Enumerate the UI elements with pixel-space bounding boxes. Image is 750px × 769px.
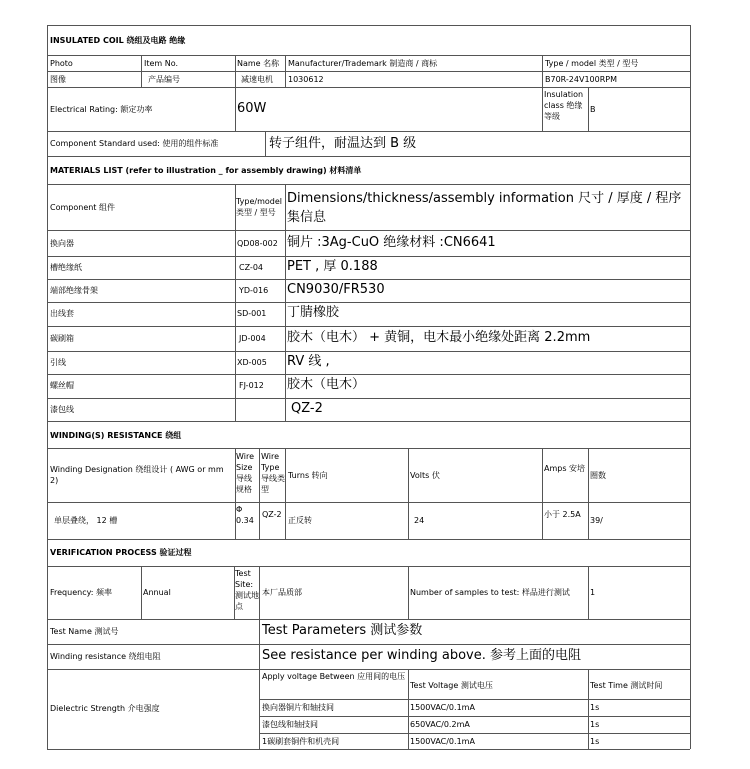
col-wire-size: Wire Size 导线规格	[236, 452, 254, 494]
rule	[47, 230, 690, 231]
col-turns: Turns 转向	[288, 471, 328, 480]
dielectric-voltage: 1500VAC/0.1mA	[410, 737, 475, 746]
dielectric-label: Dielectric Strength 介电强度	[50, 704, 160, 713]
materials-section-title: MATERIALS LIST (refer to illustration _ for assembly drawing) 材料清单	[50, 166, 362, 175]
rule	[47, 326, 690, 327]
winding-wire-type: QZ-2	[262, 510, 282, 519]
rule	[47, 131, 690, 132]
col-type: Type/model 类型 / 型号	[236, 197, 282, 217]
rule	[47, 25, 690, 26]
material-component: 引线	[50, 358, 66, 367]
material-component: 碳刷箱	[50, 334, 74, 343]
dielectric-time: 1s	[590, 720, 600, 729]
winding-turns: 正反转	[288, 516, 312, 525]
rule	[588, 87, 589, 131]
rule	[588, 566, 589, 619]
frequency-label: Frequency: 频率	[50, 588, 112, 597]
rule	[265, 131, 266, 156]
type-label: Type / model 类型 / 型号	[545, 59, 639, 68]
material-type: CZ-04	[239, 263, 263, 272]
rule	[47, 71, 690, 72]
rule	[690, 25, 691, 749]
rule	[47, 539, 690, 540]
winding-volts: 24	[414, 516, 425, 525]
rating-label: Electrical Rating: 额定功率	[50, 105, 153, 114]
material-info: 丁腈橡胶	[287, 305, 340, 320]
rule	[47, 25, 48, 749]
col-test-voltage: Test Voltage 测试电压	[410, 681, 493, 690]
col-volts: Volts 伏	[410, 471, 440, 480]
material-info: QZ-2	[291, 401, 323, 416]
winding-designation: 单层叠绕， 12 槽	[54, 516, 118, 525]
manufacturer-value: 1030612	[288, 75, 324, 84]
dielectric-voltage: 650VAC/0.2mA	[410, 720, 470, 729]
dielectric-voltage: 1500VAC/0.1mA	[410, 703, 475, 712]
samples-value: 1	[590, 588, 596, 597]
manufacturer-label: Manufacturer/Trademark 制造商 / 商标	[288, 59, 438, 68]
rule	[285, 448, 286, 539]
insulation-value: B	[590, 105, 596, 114]
rule	[47, 256, 690, 257]
rule	[47, 184, 690, 185]
material-component: 出线套	[50, 309, 74, 318]
rule	[141, 566, 142, 619]
frequency-value: Annual	[143, 588, 171, 597]
test-site-value: 本厂品质部	[262, 588, 302, 597]
material-type: XD-005	[237, 358, 267, 367]
samples-label: Number of samples to test: 样品进行测试	[410, 588, 570, 597]
col-dimensions: Dimensions/thickness/assembly information 尺寸 / 厚度 / 程序集信息	[287, 191, 682, 225]
rule	[47, 351, 690, 352]
dielectric-time: 1s	[590, 737, 600, 746]
test-params-label: Test Parameters 测试参数	[262, 623, 423, 638]
material-component: 换向器	[50, 239, 74, 248]
rule	[47, 279, 690, 280]
rule	[259, 699, 690, 700]
material-type: JD-004	[239, 334, 266, 343]
col-amps: Amps 安培	[544, 464, 586, 473]
material-component: 槽绝缘纸	[50, 263, 82, 272]
item-no-label: Item No.	[144, 59, 179, 68]
insulation-label: Insulation class 绝缘等级	[544, 90, 584, 121]
dielectric-between: 漆包线和轴技间	[262, 720, 318, 729]
name-label: Name 名称	[237, 59, 280, 68]
rule	[259, 733, 690, 734]
test-site-label: Test Site: 测试地点	[235, 569, 259, 611]
rule	[259, 448, 260, 539]
material-info: 铜片 :3Ag-CuO 绝缘材料 :CN6641	[287, 235, 496, 250]
image-label: 图像	[50, 75, 66, 84]
col-test-time: Test Time 测试时间	[590, 681, 663, 690]
rule	[408, 669, 409, 749]
coil-section-title: INSULATED COIL 绕组及电路 绝缘	[50, 36, 186, 45]
material-component: 螺丝帽	[50, 381, 74, 390]
product-no-label: 产品编号	[148, 75, 180, 84]
material-type: YD-016	[239, 286, 269, 295]
rule	[47, 374, 690, 375]
rule	[47, 669, 690, 670]
col-apply: Apply voltage Between 应用间的电压	[262, 672, 406, 681]
col-component: Component 组件	[50, 203, 115, 212]
material-type: FJ-012	[239, 381, 264, 390]
material-info: 胶木（电木） + 黄铜，电木最小绝缘处距离 2.2mm	[287, 330, 591, 345]
material-info: CN9030/FR530	[287, 282, 385, 297]
standard-value: 转子组件，耐温达到 B 级	[269, 136, 417, 151]
col-designation: Winding Designation 绕组设计 ( AWG or mm 2)	[50, 465, 224, 485]
rule	[47, 156, 690, 157]
rule	[47, 398, 690, 399]
winding-amps: 小于 2.5A	[544, 510, 581, 519]
rule	[542, 55, 543, 131]
material-component: 漆包线	[50, 405, 74, 414]
rule	[141, 55, 142, 87]
material-info: 胶木（电木）	[287, 377, 366, 392]
rule	[408, 566, 409, 619]
test-name-label: Test Name 测试号	[50, 627, 119, 636]
rule	[285, 55, 286, 87]
rule	[47, 55, 690, 56]
rule	[47, 502, 690, 503]
rule	[47, 644, 690, 645]
winding-section-title: WINDING(S) RESISTANCE 绕组	[50, 431, 182, 440]
rating-value: 60W	[237, 101, 267, 116]
rule	[542, 448, 543, 539]
rule	[47, 87, 690, 88]
dielectric-between: 1碳刷套铜件和机壳间	[262, 737, 340, 746]
dielectric-time: 1s	[590, 703, 600, 712]
rule	[47, 566, 690, 567]
rule	[235, 184, 236, 421]
rule	[259, 716, 690, 717]
material-info: RV 线 ,	[287, 354, 330, 369]
rule	[47, 619, 690, 620]
rule	[259, 566, 260, 749]
type-value: B70R-24V100RPM	[545, 75, 617, 84]
verification-section-title: VERIFICATION PROCESS 验证过程	[50, 548, 192, 557]
rule	[47, 302, 690, 303]
winding-count: 39/	[590, 516, 603, 525]
name-value: 减速电机	[241, 75, 273, 84]
standard-label: Component Standard used: 使用的组件标准	[50, 139, 219, 148]
rule	[588, 448, 589, 539]
rule	[408, 448, 409, 539]
material-component: 端部绝缘骨架	[50, 286, 98, 295]
winding-res-value: See resistance per winding above. 参考上面的电阻	[262, 648, 582, 663]
rule	[47, 421, 690, 422]
rule	[47, 448, 690, 449]
material-info: PET , 厚 0.188	[287, 259, 378, 274]
rule	[285, 184, 286, 421]
photo-label: Photo	[50, 59, 73, 68]
winding-wire-size: Φ 0.34	[236, 505, 254, 525]
col-wire-type: Wire Type 导线类型	[261, 452, 285, 494]
material-type: SD-001	[237, 309, 267, 318]
col-count: 圈数	[590, 471, 606, 480]
dielectric-between: 换向器铜片和轴技间	[262, 703, 334, 712]
rule	[47, 749, 690, 750]
material-type: QD08-002	[237, 239, 278, 248]
winding-res-label: Winding resistance 绕组电阻	[50, 652, 161, 661]
rule	[235, 55, 236, 131]
rule	[588, 669, 589, 749]
